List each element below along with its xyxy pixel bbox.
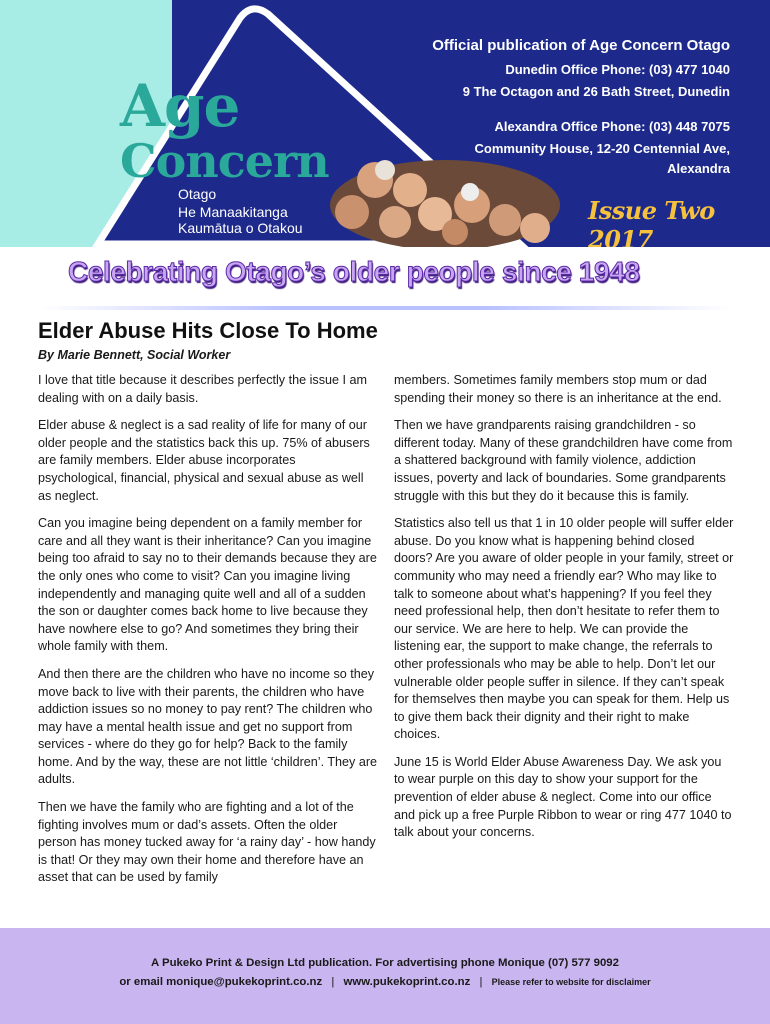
footer-publisher-line: A Pukeko Print & Design Ltd publication. For advertising phone Monique (07) 577 9092 [151,957,619,969]
paragraph: Statistics also tell us that 1 in 10 older people will suffer elder abuse. Do you know what is happening behind closed doors? Are you aware of older people in your family, street or community who may need a friendly ear? Who may like to talk to someone about what’s happening? If you feel they need professional help, then don’t hesitate to refer them to our service. We are here to help. We can provide the listening ear, the support to make change, the referrals to other professionals who may be able to help. Don’t let our vulnerable older people suffer in silence. If they can’t speak for themselves then maybe you can speak for them. Help us to give them back their dignity and their right to make choices. [394,516,734,742]
footer-separator: | [479,976,483,988]
issue-label: Issue Two 2017 [588,196,715,247]
alexandra-phone: Alexandra Office Phone: (03) 448 7075 [494,119,730,134]
people-photo [330,160,560,247]
paragraph: members. Sometimes family members stop mum or dad spending their money so there is an inheritance at the end. [394,373,722,405]
paragraph: June 15 is World Elder Abuse Awareness Day. We ask you to wear purple on this day to show your support for the prevention of elder abuse & neglect. Come into our office and pick up a free Purple Ribbon to wear or ring 477 1040 to talk about your concerns. [394,754,732,840]
dunedin-address: 9 The Octagon and 26 Bath Street, Dunedin [462,84,730,99]
brand-concern: Concern [120,134,329,188]
article-title: Elder Abuse Hits Close To Home [38,318,378,343]
logo-maori-line-1: He Manaakitanga [178,204,288,220]
footer-contact-line [0,976,770,988]
logo-region: Otago [178,186,217,202]
divider-rule [40,306,730,310]
brand-age: Age [120,72,240,140]
masthead [0,0,770,247]
alexandra-address-2: Alexandra [667,161,730,176]
footer-email[interactable]: or email monique@pukekoprint.co.nz [119,976,323,988]
article-byline: By Marie Bennett, Social Worker [38,348,231,362]
alexandra-address-1: Community House, 12-20 Centennial Ave, [474,141,730,156]
paragraph: Can you imagine being dependent on a family member for care and all they want is their inheritance? Can you imagine being too afraid to say no to their demands because they are the only ones who come to visit? Can you imagine living independently and managing quite well and all of a sudden the son or daughter comes back home to live because they have nowhere else to go? And sometimes they bring their whole family with them. [38,516,377,654]
paragraph: I love that title because it describes perfectly the issue I am dealing with on a daily basis. [38,373,367,405]
paragraph: Elder abuse & neglect is a sad reality of life for many of our older people and the statistics back this up. 75% of abusers are family members. Elder abuse incorporates psychological, financial, physical and sexual abuse as well as neglect. [38,418,370,503]
footer [0,928,770,1024]
article-column-2 [394,372,734,852]
footer-separator: | [331,976,335,988]
paragraph: Then we have grandparents raising grandchildren - so different today. Many of these grandchildren have come from a shattered background with family violence, addiction issues, poverty and lack of boundaries. Some grandparents struggle with this but they do it because this is family. [394,418,733,503]
tagline: Celebrating Otago’s older people since 1948 [68,256,640,287]
footer-disclaimer: Please refer to website for disclaimer [491,977,651,987]
footer-website-link[interactable]: www.pukekoprint.co.nz [343,976,471,988]
publication-title: Official publication of Age Concern Otago [432,37,730,54]
paragraph: Then we have the family who are fighting and a lot of the fighting involves mum or dad’s assets. Often the older person has money tucked away for ‘a rainy day’ - how handy is that! Or they may own their home and therefore have an asset that can be used by family [38,800,376,885]
article-column-1 [38,372,378,897]
paragraph: And then there are the children who have no income so they move back to live with their parents, the children who have addiction issues so no money to pay rent? The children who may have a mental health issue and get no support from services - where do they go for help? Back to the family home. And by the way, these are not little ‘children’. They are adults. [38,666,378,787]
logo-maori-line-2: Kaumātua o Otakou [178,220,303,236]
dunedin-phone: Dunedin Office Phone: (03) 477 1040 [505,62,730,77]
